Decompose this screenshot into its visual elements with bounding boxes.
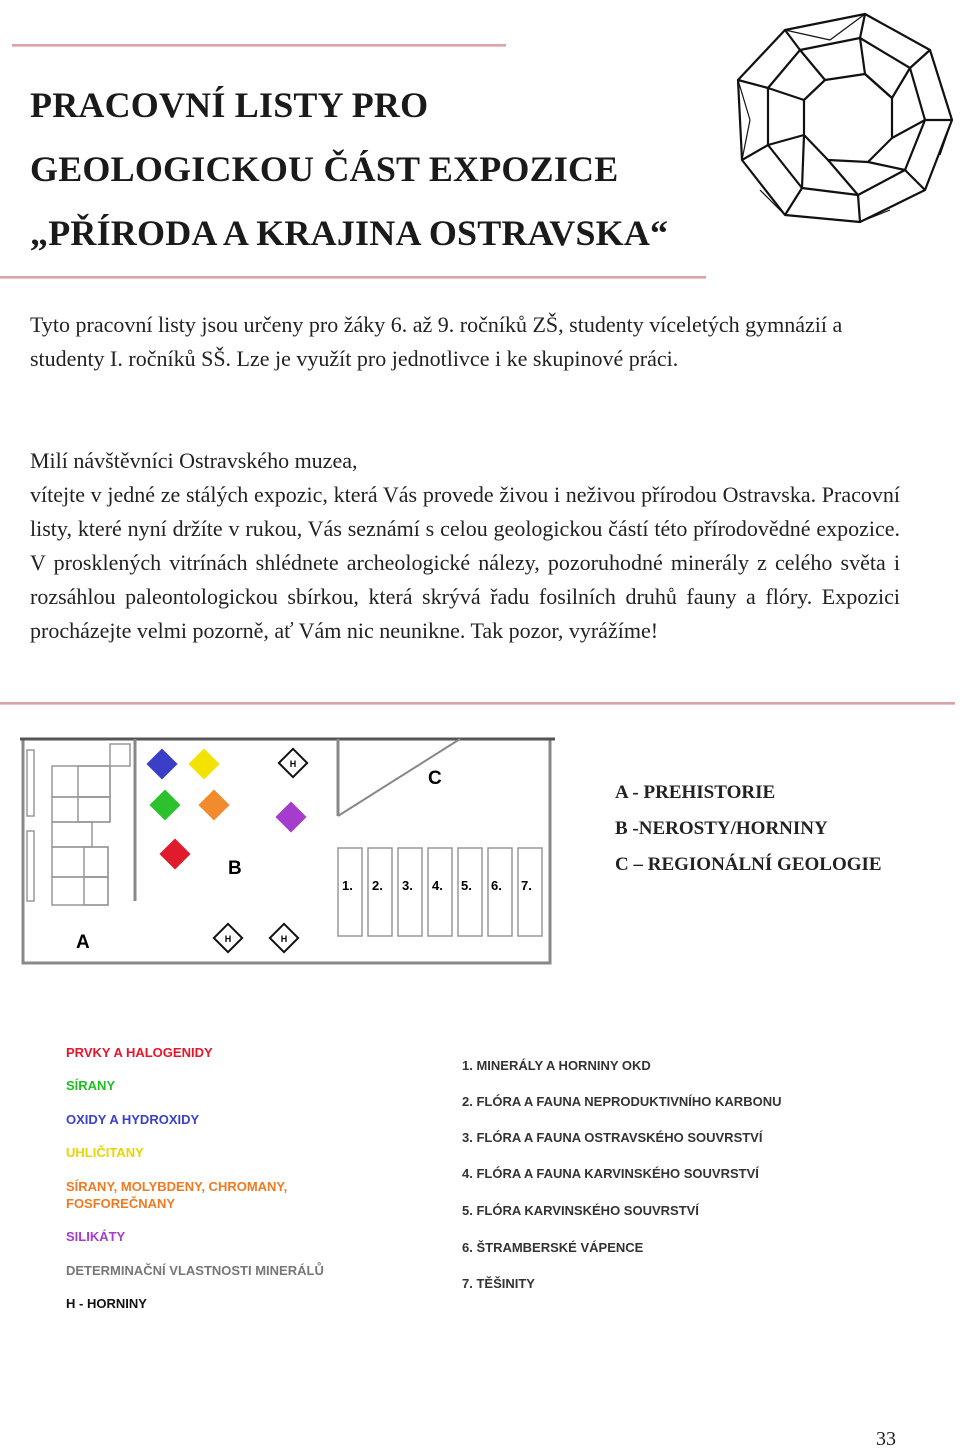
case-legend-2: 2. FLÓRA A FAUNA NEPRODUKTIVNÍHO KARBONU xyxy=(462,1094,782,1109)
case-label-4: 4. xyxy=(432,878,443,893)
page-number: 33 xyxy=(876,1428,896,1450)
welcome-paragraph: vítejte v jedné ze stálých expozic, která Vás provede živou i neživou přírodou Ostravska. Pracovní listy, které nyní držíte v rukou, Vás seznámí s celou geologickou částí této přírodovědné expozice. V prosklených vitrínách shlédnete archeologické nálezy, pozoruhodné minerály z celého světa i rozsáhlou paleontologickou sbírkou, která skrývá řadu fosilních druhů fauny a flóry. Expozici procházejte velmi pozorně, ať Vám nic neunikne. Tak pozor, vyrážíme! xyxy=(30,482,900,643)
exhibition-floor-plan xyxy=(20,736,555,968)
case-label-7: 7. xyxy=(521,878,532,893)
title-rule xyxy=(0,276,706,279)
case-label-6: 6. xyxy=(491,878,502,893)
legend-item-silicates: SILIKÁTY xyxy=(66,1229,126,1244)
case-legend-5: 5. FLÓRA KARVINSKÉHO SOUVRSTVÍ xyxy=(462,1203,699,1218)
room-key-b: B -NEROSTY/HORNINY xyxy=(615,818,828,839)
mineral-case-blue xyxy=(146,748,177,779)
rock-case-label: H xyxy=(224,934,232,944)
case-legend-3: 3. FLÓRA A FAUNA OSTRAVSKÉHO SOUVRSTVÍ xyxy=(462,1130,763,1145)
legend-item-sulfates: SÍRANY xyxy=(66,1078,116,1093)
title-line-1: PRACOVNÍ LISTY PRO xyxy=(30,85,429,125)
intro-paragraph: Tyto pracovní listy jsou určeny pro žáky 6. až 9. ročníků ZŠ, studenty víceletých gymnázií a studenty I. ročníků SŠ. Lze je využít pro jednotlivce i ke skupinové práci. xyxy=(30,312,843,371)
rock-case-label: H xyxy=(289,759,297,769)
crystal-illustration xyxy=(730,10,955,225)
case-legend-6: 6. ŠTRAMBERSKÉ VÁPENCE xyxy=(462,1240,644,1255)
room-key-c: C – REGIONÁLNÍ GEOLOGIE xyxy=(615,854,882,875)
text-rule xyxy=(0,702,955,705)
mineral-case-green xyxy=(149,789,180,820)
rock-case-label: H xyxy=(280,934,288,944)
case-legend-4: 4. FLÓRA A FAUNA KARVINSKÉHO SOUVRSTVÍ xyxy=(462,1166,759,1181)
case-label-5: 5. xyxy=(461,878,472,893)
legend-item-elements: PRVKY A HALOGENIDY xyxy=(66,1045,213,1060)
top-rule xyxy=(12,44,506,47)
greeting: Milí návštěvníci Ostravského muzea, xyxy=(30,448,358,473)
legend-item-phosphates: SÍRANY, MOLYBDENY, CHROMANY, FOSFOREČNANY xyxy=(66,1179,288,1211)
legend-item-rocks: H - HORNINY xyxy=(66,1296,147,1311)
case-label-1: 1. xyxy=(342,878,353,893)
mineral-case-red xyxy=(159,838,190,869)
mineral-case-orange xyxy=(198,789,229,820)
case-label-2: 2. xyxy=(372,878,383,893)
room-b-label: B xyxy=(228,858,242,879)
room-c-label: C xyxy=(428,768,442,789)
legend-item-oxides: OXIDY A HYDROXIDY xyxy=(66,1112,200,1127)
legend-item-carbonates: UHLIČITANY xyxy=(66,1145,144,1160)
case-legend-7: 7. TĚŠINITY xyxy=(462,1276,535,1291)
case-legend-1: 1. MINERÁLY A HORNINY OKD xyxy=(462,1058,651,1073)
title-line-3: „PŘÍRODA A KRAJINA OSTRAVSKA“ xyxy=(30,213,669,253)
mineral-case-yellow xyxy=(188,748,219,779)
case-label-3: 3. xyxy=(402,878,413,893)
legend-item-determination: DETERMINAČNÍ VLASTNOSTI MINERÁLŮ xyxy=(66,1263,324,1278)
mineral-case-purple xyxy=(275,801,306,832)
room-a-label: A xyxy=(76,932,90,953)
room-key-a: A - PREHISTORIE xyxy=(615,782,776,803)
title-line-2: GEOLOGICKOU ČÁST EXPOZICE xyxy=(30,149,619,189)
